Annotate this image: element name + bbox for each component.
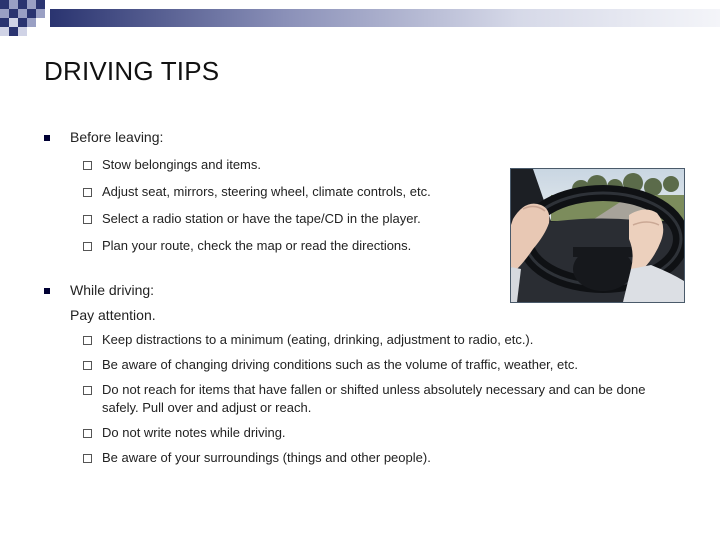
list-item: Be aware of your surroundings (things and other people). — [102, 450, 431, 465]
list-item: Be aware of changing driving conditions such as the volume of traffic, weather, etc. — [102, 357, 578, 372]
list-item: Adjust seat, mirrors, steering wheel, climate controls, etc. — [102, 184, 431, 199]
list-item: Do not reach for items that have fallen or shifted unless absolutely necessary and can be done safely. Pull over and adjust or reach. — [102, 382, 646, 415]
list-item: Plan your route, check the map or read the directions. — [102, 238, 412, 253]
checkbox-icon — [83, 429, 92, 438]
header-decoration — [0, 0, 720, 48]
bullet-square-icon — [44, 288, 50, 294]
checkbox-icon — [83, 386, 92, 395]
checkbox-icon — [83, 336, 92, 345]
checkbox-icon — [83, 242, 92, 251]
checkbox-icon — [83, 454, 92, 463]
list-item: Stow belongings and items. — [102, 157, 261, 172]
checkbox-icon — [83, 361, 92, 370]
bullet-square-icon — [44, 135, 50, 141]
steering-wheel-photo — [510, 168, 685, 303]
section-label-before-leaving: Before leaving: — [70, 129, 164, 145]
checkbox-icon — [83, 161, 92, 170]
section-subtitle: Pay attention. — [70, 307, 156, 323]
checkbox-icon — [83, 215, 92, 224]
slide-title: DRIVING TIPS — [44, 56, 220, 86]
list-item: Do not write notes while driving. — [102, 425, 286, 440]
checkbox-icon — [83, 188, 92, 197]
list-item: Keep distractions to a minimum (eating, drinking, adjustment to radio, etc.). — [102, 332, 534, 347]
steering-wheel-hands-icon — [511, 169, 684, 302]
list-item: Select a radio station or have the tape/CD in the player. — [102, 211, 421, 226]
section-label-while-driving: While driving: — [70, 282, 155, 298]
